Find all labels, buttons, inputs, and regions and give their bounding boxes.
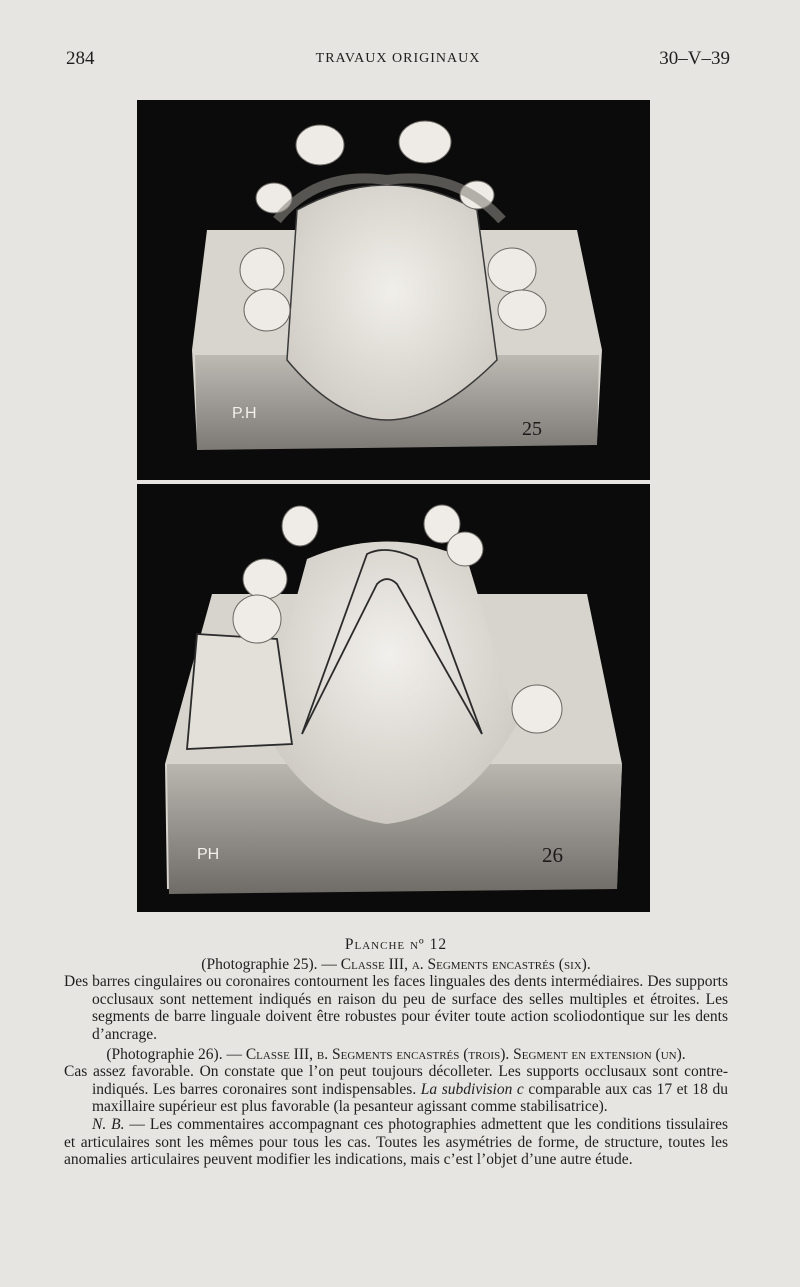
photo-26-heading-class: Classe III, b. Segments encastrés (trois). Segment en extension (un). [245, 1045, 686, 1063]
plate-25-number: 25 [522, 418, 542, 440]
running-title: TRAVAUX ORIGINAUX [315, 51, 481, 66]
photo-26-heading-prefix: (Photographie 26). — [106, 1045, 246, 1063]
nota-bene-body: — Les commentaires accompagnant ces photographies admettent que les conditions tissulaires et articulaires sont les mêmes pour tous les cas. Toutes les asymétries de forme, de structure, toutes les anomalies articulaires peuvent modifier les indications, mais c’est l’objet d’une autre étude. [64, 1115, 728, 1169]
photo-25-heading-prefix: (Photographie 25). — [201, 955, 341, 973]
plate-25-initials: P.H [232, 405, 257, 422]
dental-cast-26-image [137, 484, 650, 912]
photo-26-body: Cas assez favorable. On constate que l’on peut toujours décolleter. Les supports occlusaux sont contre-indiqués. Les barres coronaires sont indispensables. [64, 1063, 728, 1098]
issue-date: 30–V–39 [659, 48, 730, 69]
photo-26-heading [64, 1046, 728, 1064]
photograph-25 [137, 100, 650, 480]
nota-bene [64, 1116, 728, 1169]
nota-bene-label: N. B. [92, 1115, 125, 1133]
running-header [66, 48, 730, 74]
subdivision-body: comparable aux cas 17 et 18 du maxillaire supérieur est plus favorable (la pesanteur agissant comme stabilisatrice). [92, 1080, 729, 1116]
plate-title: Planche nº 12 [344, 936, 448, 953]
dental-cast-25-image [137, 100, 650, 480]
photo-26-description [64, 1063, 728, 1116]
photo-25-heading-class: Classe III, a. Segments encastrés (six). [340, 955, 591, 973]
plate-26-initials: PH [197, 846, 220, 863]
subdivision-label: La subdivision c [420, 1080, 524, 1098]
photo-25-heading [64, 956, 728, 974]
photograph-26 [137, 484, 650, 912]
plate-caption [64, 936, 728, 1169]
plate-26-number: 26 [542, 843, 563, 867]
page-number: 284 [66, 48, 95, 69]
photo-25-description: Des barres cingulaires ou coronaires contournent les faces linguales des dents intermédiaires. Des supports occlusaux sont nettement indiqués en raison du peu de surface des selles multiples et étroites. Les segments de barre linguale doivent être robustes pour éviter toute action scoliodontique sur les dents d’ancrage. [64, 973, 728, 1043]
